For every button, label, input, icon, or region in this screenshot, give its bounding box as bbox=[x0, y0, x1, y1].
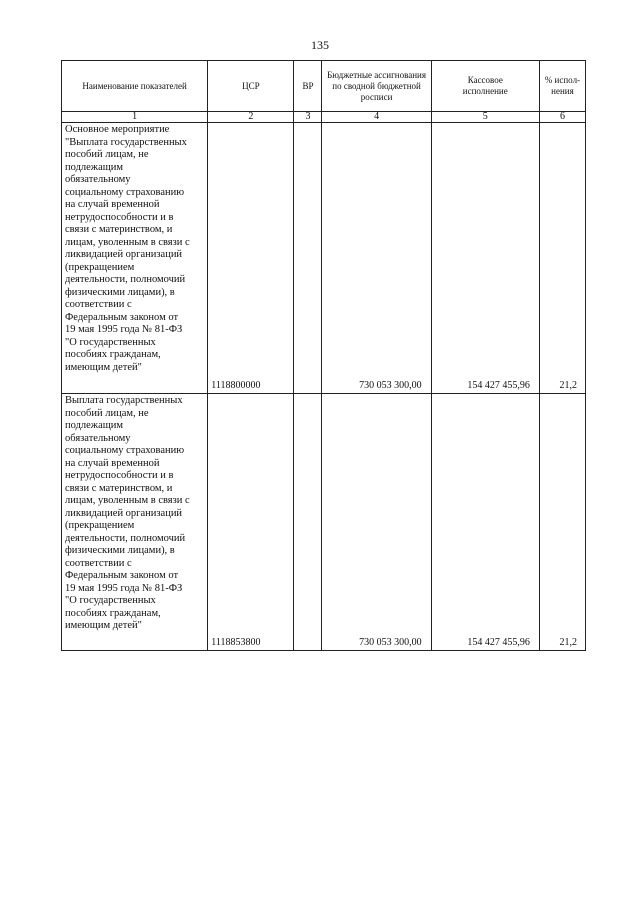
row-name: Основное мероприятие "Выплата государственных пособий лицам, не подлежащим обязательному социальному страхованию на случай временной нетрудоспособности и в связи с материнством, и лицам, уволенным в связи с ликвидацией организаций (прекращением деятельности, полномочий физическими лицами), в соответствии с Федеральным законом от 19 мая 1995 года № 81-ФЗ "О государственных пособиях гражданам, имеющим детей" bbox=[62, 123, 208, 394]
row-budget: 730 053 300,00 bbox=[322, 123, 431, 394]
row-cash: 154 427 455,96 bbox=[431, 394, 539, 651]
row-csr: 1118800000 bbox=[208, 123, 294, 394]
header-budget: Бюджетные ассигнования по сводной бюджетной росписи bbox=[322, 61, 431, 112]
header-pct: % испол-нения bbox=[539, 61, 585, 112]
row-budget: 730 053 300,00 bbox=[322, 394, 431, 651]
row-cash: 154 427 455,96 bbox=[431, 123, 539, 394]
header-cash: Кассовое исполнение bbox=[431, 61, 539, 112]
row-vr bbox=[294, 123, 322, 394]
column-number: 4 bbox=[322, 112, 431, 123]
header-csr: ЦСР bbox=[208, 61, 294, 112]
header-vr: ВР bbox=[294, 61, 322, 112]
column-number: 5 bbox=[431, 112, 539, 123]
column-number: 6 bbox=[539, 112, 585, 123]
column-number: 1 bbox=[62, 112, 208, 123]
row-pct: 21,2 bbox=[539, 394, 585, 651]
page-number: 135 bbox=[311, 38, 329, 52]
row-vr bbox=[294, 394, 322, 651]
row-name: Выплата государственных пособий лицам, не подлежащим обязательному социальному страхованию на случай временной нетрудоспособности и в связи с материнством, и лицам, уволенным в связи с ликвидацией организаций (прекращением деятельности, полномочий физическими лицами), в соответствии с Федеральным законом от 19 мая 1995 года № 81-ФЗ "О государственных пособиях гражданам, имеющим детей" bbox=[62, 394, 208, 651]
row-csr: 1118853800 bbox=[208, 394, 294, 651]
row-pct: 21,2 bbox=[539, 123, 585, 394]
budget-execution-table bbox=[61, 60, 586, 651]
column-number-row bbox=[62, 112, 586, 123]
table-header-row bbox=[62, 61, 586, 112]
table-row bbox=[62, 394, 586, 651]
header-name: Наименование показателей bbox=[62, 61, 208, 112]
column-number: 3 bbox=[294, 112, 322, 123]
table-row bbox=[62, 123, 586, 394]
column-number: 2 bbox=[208, 112, 294, 123]
